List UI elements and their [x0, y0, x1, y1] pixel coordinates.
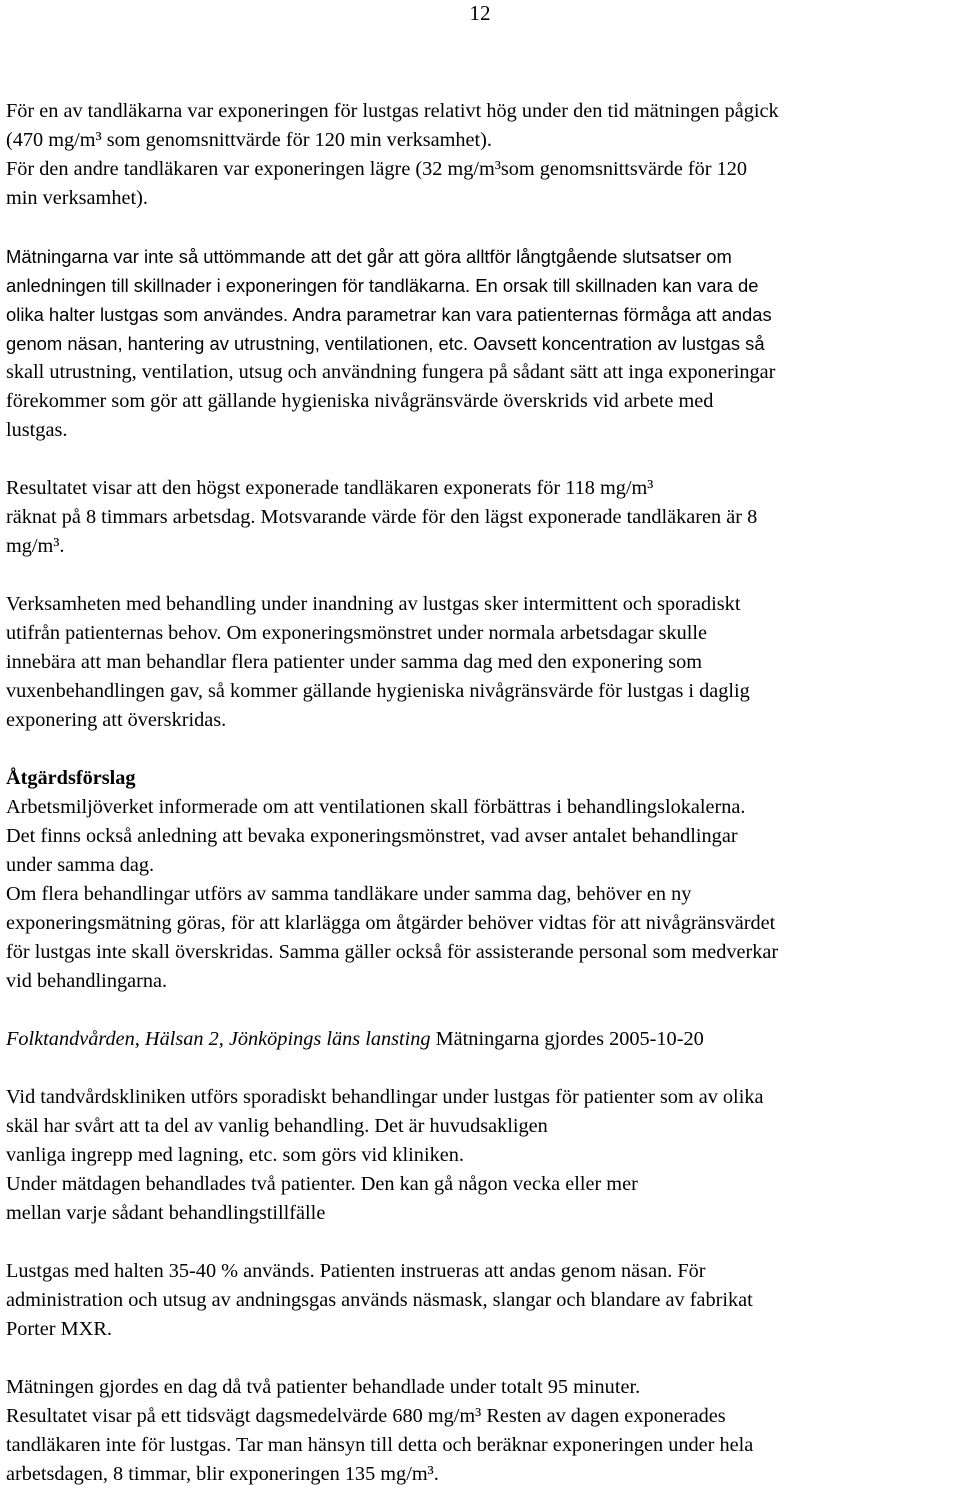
text-line: För en av tandläkarna var exponeringen för lustgas relativt hög under den tid mätningen pågick [6, 100, 779, 122]
text-line: anledningen till skillnader i exponeringen för tandläkarna. En orsak till skillnaden kan vara de [6, 275, 759, 296]
paragraph-gas-administration [6, 1257, 956, 1344]
text-line: Porter MXR. [6, 1318, 112, 1340]
page-number: 12 [469, 1, 491, 25]
text-line: under samma dag. [6, 854, 155, 876]
measurement-date-text: Mätningarna gjordes 2005-10-20 [430, 1028, 704, 1050]
text-line: Arbetsmiljöverket informerade om att ventilationen skall förbättras i behandlingslokalerna. [6, 796, 746, 818]
paragraph-clinic-description [6, 1083, 956, 1228]
text-line: exponering att överskridas. [6, 709, 227, 731]
paragraph-intermittent-use [6, 590, 956, 735]
text-line: För den andre tandläkaren var exponeringen lägre (32 mg/m³som genomsnittsvärde för 120 [6, 158, 748, 180]
text-line: genom näsan, hantering av utrustning, ventilationen, etc. Oavsett koncentration av lustgas så [6, 333, 765, 354]
section-heading: Åtgärdsförslag [6, 767, 136, 789]
text-line: utifrån patienternas behov. Om exponeringsmönstret under normala arbetsdagar skulle [6, 622, 707, 644]
paragraph-measurement-limitations [6, 242, 956, 445]
text-line: skäl har svårt att ta del av vanlig behandling. Det är huvudsakligen [6, 1115, 548, 1137]
text-line: förekommer som gör att gällande hygieniska nivågränsvärde överskrids vid arbete med [6, 390, 714, 412]
paragraph-clinic-results [6, 1373, 956, 1489]
text-line: Mätningarna var inte så uttömmande att det går att göra alltför långtgående slutsatser om [6, 246, 732, 267]
text-line: Resultatet visar på ett tidsvägt dagsmedelvärde 680 mg/m³ Resten av dagen exponerades [6, 1405, 726, 1427]
text-line: skall utrustning, ventilation, utsug och användning fungera på sådant sätt att inga exponeringar [6, 361, 776, 383]
text-line: administration och utsug av andningsgas används näsmask, slangar och blandare av fabrikat [6, 1289, 753, 1311]
text-line: lustgas. [6, 419, 68, 441]
text-line: Det finns också anledning att bevaka exponeringsmönstret, vad avser antalet behandlingar [6, 825, 738, 847]
text-line: för lustgas inte skall överskridas. Samma gäller också för assisterande personal som medverkar [6, 941, 779, 963]
text-line: Vid tandvårdskliniken utförs sporadiskt behandlingar under lustgas för patienter som av olika [6, 1086, 764, 1108]
text-line: (470 mg/m³ som genomsnittvärde för 120 min verksamhet). [6, 129, 492, 151]
text-line: mellan varje sådant behandlingstillfälle [6, 1202, 326, 1224]
text-line: min verksamhet). [6, 187, 148, 209]
text-line: Mätningen gjordes en dag då två patienter behandlade under totalt 95 minuter. [6, 1376, 641, 1398]
text-line: Resultatet visar att den högst exponerade tandläkaren exponerats för 118 mg/m³ [6, 477, 654, 499]
text-line: vanliga ingrepp med lagning, etc. som görs vid kliniken. [6, 1144, 464, 1166]
paragraph-recommendations [6, 793, 956, 996]
text-line: vid behandlingarna. [6, 970, 168, 992]
text-line: exponeringsmätning göras, för att klarlägga om åtgärder behöver vidtas för att nivågränsvärdet [6, 912, 776, 934]
text-line: Verksamheten med behandling under inandning av lustgas sker intermittent och sporadiskt [6, 593, 741, 615]
text-line: olika halter lustgas som användes. Andra parametrar kan vara patienternas förmåga att andas [6, 304, 772, 325]
text-line: räknat på 8 timmars arbetsdag. Motsvarande värde för den lägst exponerade tandläkaren är 8 [6, 506, 758, 528]
paragraph-clinic-header [6, 1025, 956, 1054]
clinic-name: Folktandvården, Hälsan 2, Jönköpings läns lansting [6, 1028, 431, 1050]
text-line: innebära att man behandlar flera patienter under samma dag med den exponering som [6, 651, 703, 673]
text-line: Om flera behandlingar utförs av samma tandläkare under samma dag, behöver en ny [6, 883, 692, 905]
document-body [6, 97, 956, 1489]
paragraph-results [6, 474, 956, 561]
text-line: Lustgas med halten 35-40 % används. Patienten instrueras att andas genom näsan. För [6, 1260, 706, 1282]
text-line: mg/m³. [6, 535, 65, 557]
paragraph-exposure-dentists [6, 97, 956, 213]
text-line: arbetsdagen, 8 timmar, blir exponeringen 135 mg/m³. [6, 1463, 439, 1485]
text-line: Under mätdagen behandlades två patienter. Den kan gå någon vecka eller mer [6, 1173, 638, 1195]
text-line: vuxenbehandlingen gav, så kommer gällande hygieniska nivågränsvärde för lustgas i daglig [6, 680, 750, 702]
text-line: tandläkaren inte för lustgas. Tar man hänsyn till detta och beräknar exponeringen under hela [6, 1434, 754, 1456]
